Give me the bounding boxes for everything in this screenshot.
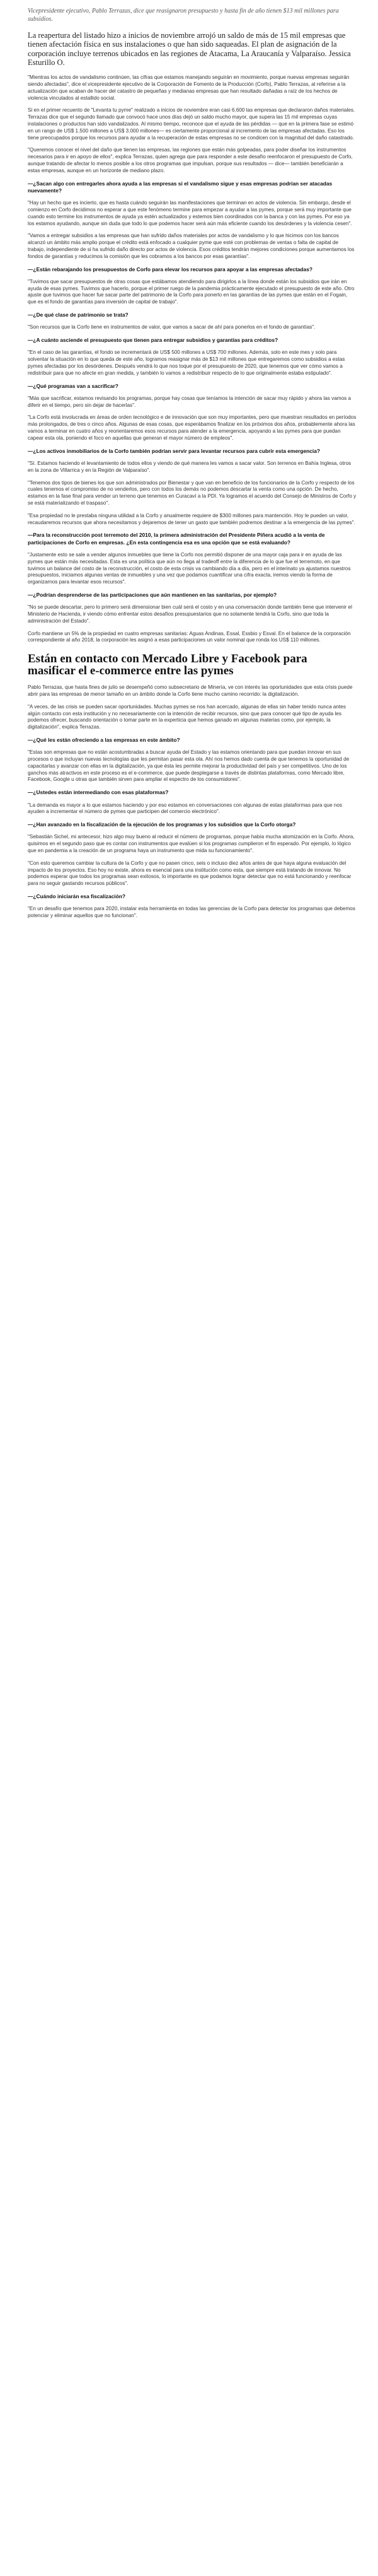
interview-question: —¿A cuánto asciende el presupuesto que tienen para entregar subsidios y garantías para créditos?: [28, 337, 278, 344]
body-paragraph: "Sí. Estamos haciendo el levantamiento de todos ellos y viendo de qué manera les vamos a sacar valor. Son terrenos en Bahía Inglesa, otros en la zona de Villarrica y en la Región de Valparaíso".: [28, 460, 352, 473]
article-body: [28, 74, 357, 920]
body-paragraph: "Esa propiedad no le prestaba ninguna utilidad a la Corfo y anualmente requiere de $300 millones para mantención. Hoy le pueden un valor, recaudaremos recursos que ahora necesitamos y dejaremos de tener un gasto que también podremos destinar a la emergencia de las pymes".: [28, 512, 355, 525]
interview-question: —¿Han avanzado en la fiscalización de la ejecución de los programas y los subsidios que la Corfo otorga?: [28, 821, 296, 828]
body-paragraph: "Tenemos dos tipos de bienes los que son administrados por Bienestar y que van en beneficio de los funcionarios de la Corfo y respecto de los cuales tenemos el compromiso de no venderlos, pero con todos los demás no podemos descartar la venta como una opción. De hecho, estamos en la fase final para vender un terreno que tenemos en Curacaví a la PDI. Ya logramos el acuerdo del Consejo de Ministros de Corfo y se está materializando el traspaso".: [28, 479, 357, 506]
article-lead: Vicepresidente ejecutivo, Pablo Terrazas, dice que reasignaron presupuesto y hasta fin de año tienen $13 mil millones para subsidios.: [28, 8, 339, 23]
body-paragraph: "Sebastián Sichel, mi antecesor, hizo algo muy bueno al reducir el número de programas, porque había mucha atomización en la Corfo. Ahora, quisimos en el segundo paso que es contar con instrumentos que evalúen si los programas cumplieron el fin esperado. Por ejemplo, lo lógico que en pandemia a la creación de un programa haya un instrumento que mida su funcionamiento".: [28, 834, 355, 854]
body-paragraph: Si en el primer recuento de "Levanta tu pyme" realizado a inicios de noviembre eran casi 6.600 las empresas que declararon daños materiales. Terrazas dice que el segundo llamado que convocó hace unos días dejó un saldo mucho mayor, que supera las 15 mil empresas cuyas instalaciones o productos han sido vandalizados. Al mismo tiempo, reconoce que el ayuda de las pérdidas — que en la primera fase se estimó en un rango de US$ 1.500 millones a US$ 3.000 millones— es ciertamente proporcional al incremento de las empresas afectadas. Eso los tiene preocupados porque los recursos para ayudar a la recuperación de estas empresas no se condicen con la magnitud del daño catastrado.: [28, 107, 355, 141]
interview-question: —¿Están rebarajando los presupuestos de Corfo para elevar los recursos para apoyar a las empresas afectadas?: [28, 266, 312, 272]
interview-question: —Para la reconstrucción post terremoto del 2010, la primera administración del Presidente Piñera acudió a la venta de participaciones de Corfo en empresas. ¿En esta contingencia esa es una opción que se está evaluando?: [28, 532, 325, 546]
article-intro: La reapertura del listado hizo a inicios de noviembre arrojó un saldo de más de 15 mil empresas que tienen afectación física en sus instalaciones o que han sido saqueadas. El plan de asignación de la corporación incluye terrenos ubicados en las regiones de Atacama, La Araucanía y Valparaíso. Jessica Esturillo O.: [28, 31, 351, 67]
body-paragraph: "Mientras los actos de vandalismo continúen, las cifras que estamos manejando seguirán en movimiento, porque nuevas empresas seguirán siendo afectadas", dice el vicepresidente ejecutivo de la Corporación de Fomento de la Producción (Corfo), Pablo Terrazas, al referirse a la actualización que acaban de hacer del catastro de pequeñas y medianas empresas que han resultado dañadas a raíz de los hechos de violencia vinculados al estallido social.: [28, 74, 350, 101]
body-paragraph: Pablo Terrazas, que hasta fines de julio se desempeñó como subsecretario de Minería, ve con interés las oportunidades que esta crisis puede abrir para las empresas de menor tamaño en un ámbito donde la Corfo tiene mucho camino recorrido: la digitalización.: [28, 684, 353, 697]
body-paragraph: "La demanda es mayor a lo que estamos haciendo y por eso estamos en conversaciones con algunas de estas plataformas para que nos ayuden a incrementar el número de pymes que participen del comercio electrónico".: [28, 802, 343, 815]
article-column: [28, 8, 357, 925]
body-paragraph: "Son recursos que la Corfo tiene en instrumentos de valor, que vamos a sacar de ahí para ponerlos en el fondo de garantías".: [28, 324, 316, 331]
interview-question: —¿Qué programas van a sacrificar?: [28, 382, 118, 389]
section-heading: Están en contacto con Mercado Libre y Facebook para masificar el e-commerce entre las pymes: [28, 652, 307, 678]
body-paragraph: "Queremos conocer el nivel del daño que tienen las empresas, las regiones que están más golpeadas, para poder diseñar los instrumentos necesarios para ir en apoyo de ellos", explica Terrazas, quien agrega que para responder a este desafío reenfocaron el presupuesto de Corfo, aunque tratando de afectar lo menos posible a los otros programas que impulsan, porque sus resultados — dice— también beneficiarán a estas empresas, aunque en un horizonte de mediano plazo.: [28, 147, 353, 173]
body-paragraph: "Con esto queremos cambiar la cultura de la Corfo y que no pasen cinco, seis o incluso diez años antes de que haya alguna evaluación del impacto de los proyectos. Eso hoy no existe, ahora es esencial para una institución como esta, que siempre está tratando de innovar. No podemos esperar que todos los programas sean exitosos, lo importante es que podamos lograr detectar que no está funcionando y reenfocar para no seguir gastando recursos públicos".: [28, 860, 352, 887]
body-paragraph: "En un desafío que tenemos para 2020, instalar esta herramienta en todas las gerencias de la Corfo para detectar los programas que debemos potenciar y eliminar aquellos que no funcionan".: [28, 906, 355, 919]
body-paragraph: "En el caso de las garantías, el fondo se incrementará de US$ 500 millones a US$ 700 millones. Además, solo en este mes y solo para solventar la situación en lo que queda de este año, logramos reasignar más de $13 mil millones que entregaremos como subsidios a estas pymes afectadas por los desórdenes. Después vendrá lo que nos toque por el presupuesto de 2020, que tenemos que ver cómo vamos a redistribuir para que no afecte en gran medida, y también lo vamos a redistribuir respecto de lo que originalmente estaba estipulado".: [28, 349, 345, 376]
interview-question: —¿Sacan algo con entregarles ahora ayuda a las empresas si el vandalismo sigue y esas empresas podrían ser atacadas nuevamente?: [28, 180, 333, 194]
interview-question: —¿De qué clase de patrimonio se trata?: [28, 312, 129, 318]
body-paragraph: "Justamente esto se sale a vender algunos inmuebles que tiene la Corfo nos permitió disponer de una mayor caja para ir en ayuda de las pymes que están más necesitadas. Esta es una política que aún no llega al tradeoff entre la diferencia de lo que fue el terremoto, en que tuvimos un balance del costo de la reconstrucción, el costo de esta crisis va cambiando día a día, pero en el interinato ya ajustamos nuestros presupuestos, iniciamos algunas ventas de inmuebles y una vez que podamos cuantificar una cifra exacta, iremos viendo la forma de organizarnos para levantar esos recursos".: [28, 551, 351, 585]
body-paragraph: Corfo mantiene un 5% de la propiedad en cuatro empresas sanitarias: Aguas Andinas, Essal, Essbio y Esval. En el balance de la corporación correspondiente al año 2018, la corporación les asignó a esas participaciones un valor nominal que ronda los US$ 110 millones.: [28, 630, 351, 643]
interview-question: —¿Podrían desprenderse de las participaciones que aún mantienen en las sanitarias, por ejemplo?: [28, 591, 277, 598]
body-paragraph: "Estas son empresas que no están acostumbradas a buscar ayuda del Estado y las estamos orientando para que puedan innovar en sus procesos o que incluyan nuevas tecnologías que les permitan pasar esta ola. Ahí nos hemos dado cuenta de que tenemos la oportunidad de capacitarlas y avanzar con ellas en la digitalización, ya que ésta les permite mejorar la productividad del país y ser competitivos. Uno de los ganchos más atractivos en este proceso es el e-commerce, que puede desplegarse a través de distintas plataformas, como Mercado libre, Facebook, Google u otras que también sirven para ampliar el espectro de los consumidores".: [28, 749, 350, 783]
body-paragraph: "A veces, de las crisis se pueden sacar oportunidades. Muchas pymes se nos han acercado, algunas de ellas sin haber tenido nunca antes algún contacto con esta institución y no necesariamente con la intención de recibir recursos, sino que para conocer qué tipo de ayuda les podemos ofrecer, buscando orientación o tomar parte en la experticia que hemos ganado en algunas materias como, por ejemplo, la digitalización", explica Terrazas.: [28, 703, 346, 730]
interview-question: —¿Qué les están ofreciendo a las empresas en este ámbito?: [28, 736, 180, 743]
body-paragraph: "Más que sacrificar, estamos revisando los programas, porque hay cosas que teníamos la intención de sacar muy rápido y ahora las vamos a diferir en el tiempo, pero sin dejar de hacerlas".: [28, 395, 352, 408]
body-paragraph: "Vamos a entregar subsidios a las empresas que han sufrido daños materiales por actos de vandalismo y lo que hicimos con los bancos alcanzó un ámbito más amplio porque el crédito está enfocado a cualquier pyme que esté con problemas de ventas o falta de capital de trabajo, independiente de si ha sufrido daño directo por actos de violencia. Esos créditos tendrán mejores condiciones porque aumentamos los fondos de garantías y reducimos la comisión que les cobramos a los bancos por esas garantías".: [28, 233, 355, 259]
interview-question: —¿Ustedes están intermediando con esas plataformas?: [28, 789, 169, 796]
interview-question: —¿Cuándo iniciarán esa fiscalización?: [28, 893, 125, 900]
interview-question: —¿Los activos inmobiliarios de la Corfo también podrían servir para levantar recursos para cubrir esta emergencia?: [28, 447, 321, 454]
body-paragraph: "La Corfo está involucrada en áreas de orden tecnológico e de innovación que son muy importantes, pero que muestran resultados en períodos más prolongados, de tres o cinco años. Algunas de esas cosas, que esperábamos finalizar en los próximos dos años, probablemente ahora las vamos a terminar en cuatro años y reorientaremos esos recursos para atender a la emergencia, apoyando a las pymes para que puedan capear esta ola, poniendo el foco en aquellas que generan el mayor número de empleos".: [28, 414, 357, 441]
body-paragraph: "No se puede descartar, pero lo primero será dimensionar bien cuál será el costo y en una conversación donde también tiene que intervenir el Ministerio de Hacienda, ir viendo cómo enfrentar estos desafíos presupuestarios que no solamente tendrá la Corfo, sino que toda la administración del Estado".: [28, 604, 352, 624]
body-paragraph: "Hay un hecho que es incierto, que es hasta cuándo seguirán las manifestaciones que terminan en actos de violencia. Sin embargo, desde el comienzo en Corfo decidimos no esperar a que este fenómeno termine para empezar a ayudar a las pymes, porque será muy importante que cuando esto termine los instrumentos de ayuda ya estén actualizados y estemos bien coordinados con la banca y con las pymes. Por eso ya los estamos ayudando, aunque sin duda que todo lo que podemos hacer será aún más eficiente cuando los desórdenes y la violencia cesen".: [28, 200, 352, 226]
body-paragraph: "Tuvimos que sacar presupuestos de otras cosas que estábamos atendiendo para dirigirlos a la línea donde están los subsidios que irán en ayuda de esas pymes. Tuvimos que hacerlo, porque el primer ruego de la pandemia prácticamente ejecutado el presupuesto de este año. Otro ajuste que tuvimos que hacer fue sacar parte del patrimonio de la Corfo para ponerlo en las garantías de las pymes que están en el Fogain, que es el fondo de garantías para inversión de capital de trabajo".: [28, 278, 355, 305]
